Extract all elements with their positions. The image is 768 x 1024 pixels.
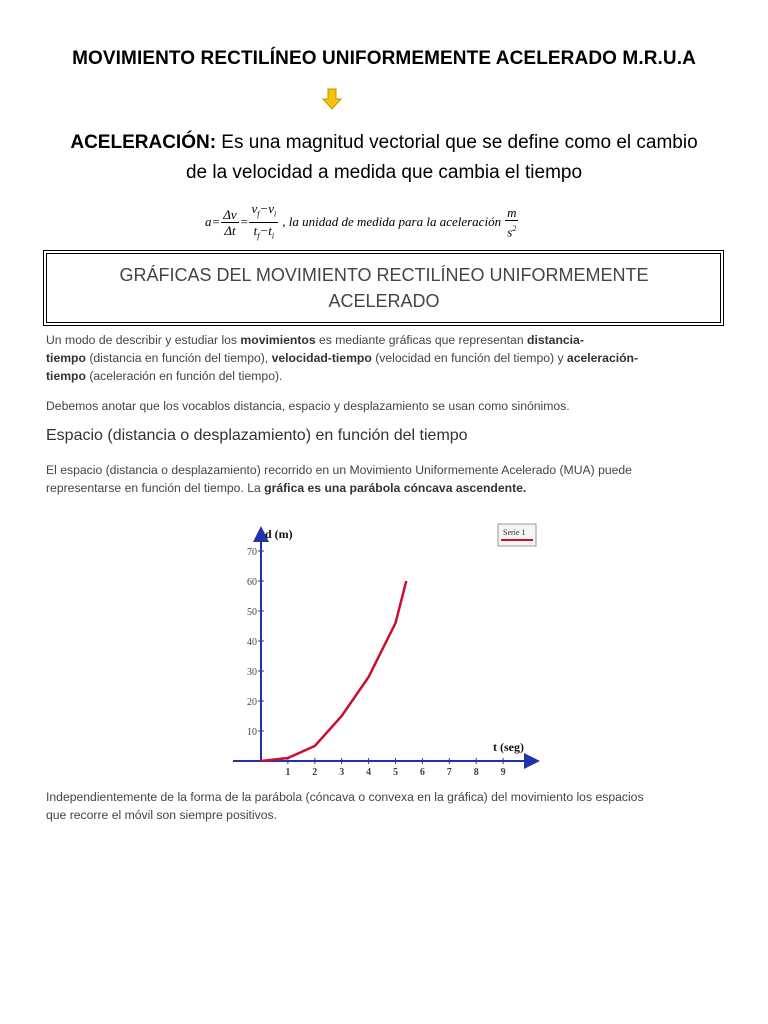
section-heading: Espacio (distancia o desplazamiento) en función del tiempo [46, 427, 468, 444]
distance-time-chart [225, 518, 545, 778]
series-line [261, 581, 406, 761]
x-tick-label: 1 [285, 767, 291, 778]
x-tick-label: 6 [419, 767, 425, 778]
x-tick-label: 9 [500, 767, 506, 778]
y-axis-label: d (m) [265, 527, 293, 541]
section-title-line2: ACELERADO [328, 291, 440, 311]
space-time-line1: El espacio (distancia o desplazamiento) recorrido en un Movimiento Uniformemente Acelerado (MUA) puede [46, 463, 632, 477]
space-time-bold: gráfica es una parábola cóncava ascendente. [264, 481, 527, 495]
sub-i: i [271, 231, 275, 241]
t-symbol: t [253, 222, 258, 238]
space-time-paragraph [46, 461, 736, 497]
intro-bold-4: velocidad-tiempo [271, 351, 372, 365]
x-axis-label: t (seg) [493, 740, 524, 754]
x-tick-label: 2 [312, 767, 318, 778]
unit-denominator [505, 221, 518, 239]
chart-legend [498, 524, 536, 546]
sub-i: i [274, 209, 277, 219]
unit-exponent: 2 [512, 223, 517, 233]
unit-numerator: m [507, 204, 517, 220]
synonyms-paragraph: Debemos anotar que los vocablos distancia, espacio y desplazamiento se usan como sinónimos. [46, 399, 570, 413]
fraction-delta [221, 207, 238, 238]
section-title [50, 262, 718, 314]
conclusion-paragraph [46, 788, 736, 824]
formula-lhs: a= [205, 214, 221, 229]
sub-f: f [257, 209, 260, 219]
acceleration-definition-line1: Es una magnitud vectorial que se define como el cambio [216, 132, 698, 153]
x-tick-label: 8 [473, 767, 479, 778]
intro-text-5: (aceleración en función del tiempo). [85, 369, 283, 383]
intro-paragraph [46, 331, 736, 385]
intro-bold-1: movimientos [240, 333, 316, 347]
fraction-time-denominator [252, 223, 276, 244]
y-tick-label: 30 [247, 667, 257, 678]
v-symbol: v [251, 200, 258, 216]
conclusion-line2: que recorre el móvil son siempre positivos. [46, 808, 277, 822]
intro-text-4: (velocidad en función del tiempo) y [371, 351, 567, 365]
y-tick-label: 70 [247, 547, 257, 558]
intro-bold-6: tiempo [46, 369, 86, 383]
intro-bold-5: aceleración- [566, 351, 639, 365]
fraction-delta-denominator: Δt [224, 222, 236, 238]
fraction-velocity-time [249, 201, 278, 243]
page-title: MOVIMIENTO RECTILÍNEO UNIFORMEMENTE ACELERADO M.R.U.A [72, 48, 696, 69]
acceleration-definition [40, 128, 728, 188]
space-time-line2: representarse en función del tiempo. La [46, 481, 265, 495]
section-title-line1: GRÁFICAS DEL MOVIMIENTO RECTILÍNEO UNIFORMEMENTE [119, 265, 649, 285]
sub-f: f [257, 231, 260, 241]
intro-bold-3: tiempo [46, 351, 86, 365]
minus-t: −t [259, 222, 272, 238]
x-tick-label: 7 [446, 767, 452, 778]
x-tick-label: 5 [393, 767, 398, 778]
down-arrow-icon [321, 88, 343, 110]
x-tick-label: 4 [366, 767, 372, 778]
acceleration-definition-line2: de la velocidad a medida que cambia el tiempo [185, 162, 583, 183]
acceleration-formula [205, 200, 519, 244]
y-tick-label: 10 [247, 727, 257, 738]
y-tick-label: 60 [247, 577, 257, 588]
y-tick-label: 40 [247, 637, 257, 648]
formula-equals: = [239, 214, 249, 229]
fraction-velocity-numerator [249, 201, 278, 223]
unit-s: s [507, 224, 513, 240]
fraction-delta-numerator: Δv [223, 206, 237, 222]
intro-text-2: es mediante gráficas que representan [315, 333, 527, 347]
intro-bold-2: distancia- [527, 333, 584, 347]
intro-text-1: Un modo de describir y estudiar los [46, 333, 241, 347]
acceleration-term: ACELERACIÓN: [70, 132, 217, 153]
legend-entry: Serie 1 [503, 528, 526, 537]
conclusion-line1: Independientemente de la forma de la parábola (cóncava o convexa en la gráfica) del movimiento los espacios [46, 790, 644, 804]
unit-fraction [505, 205, 518, 239]
intro-text-3: (distancia en función del tiempo), [85, 351, 272, 365]
minus-v: −v [259, 200, 275, 216]
y-tick-label: 50 [247, 607, 257, 618]
formula-text: , la unidad de medida para la aceleración [282, 214, 502, 229]
y-tick-label: 20 [247, 697, 257, 708]
x-tick-label: 3 [339, 767, 345, 778]
